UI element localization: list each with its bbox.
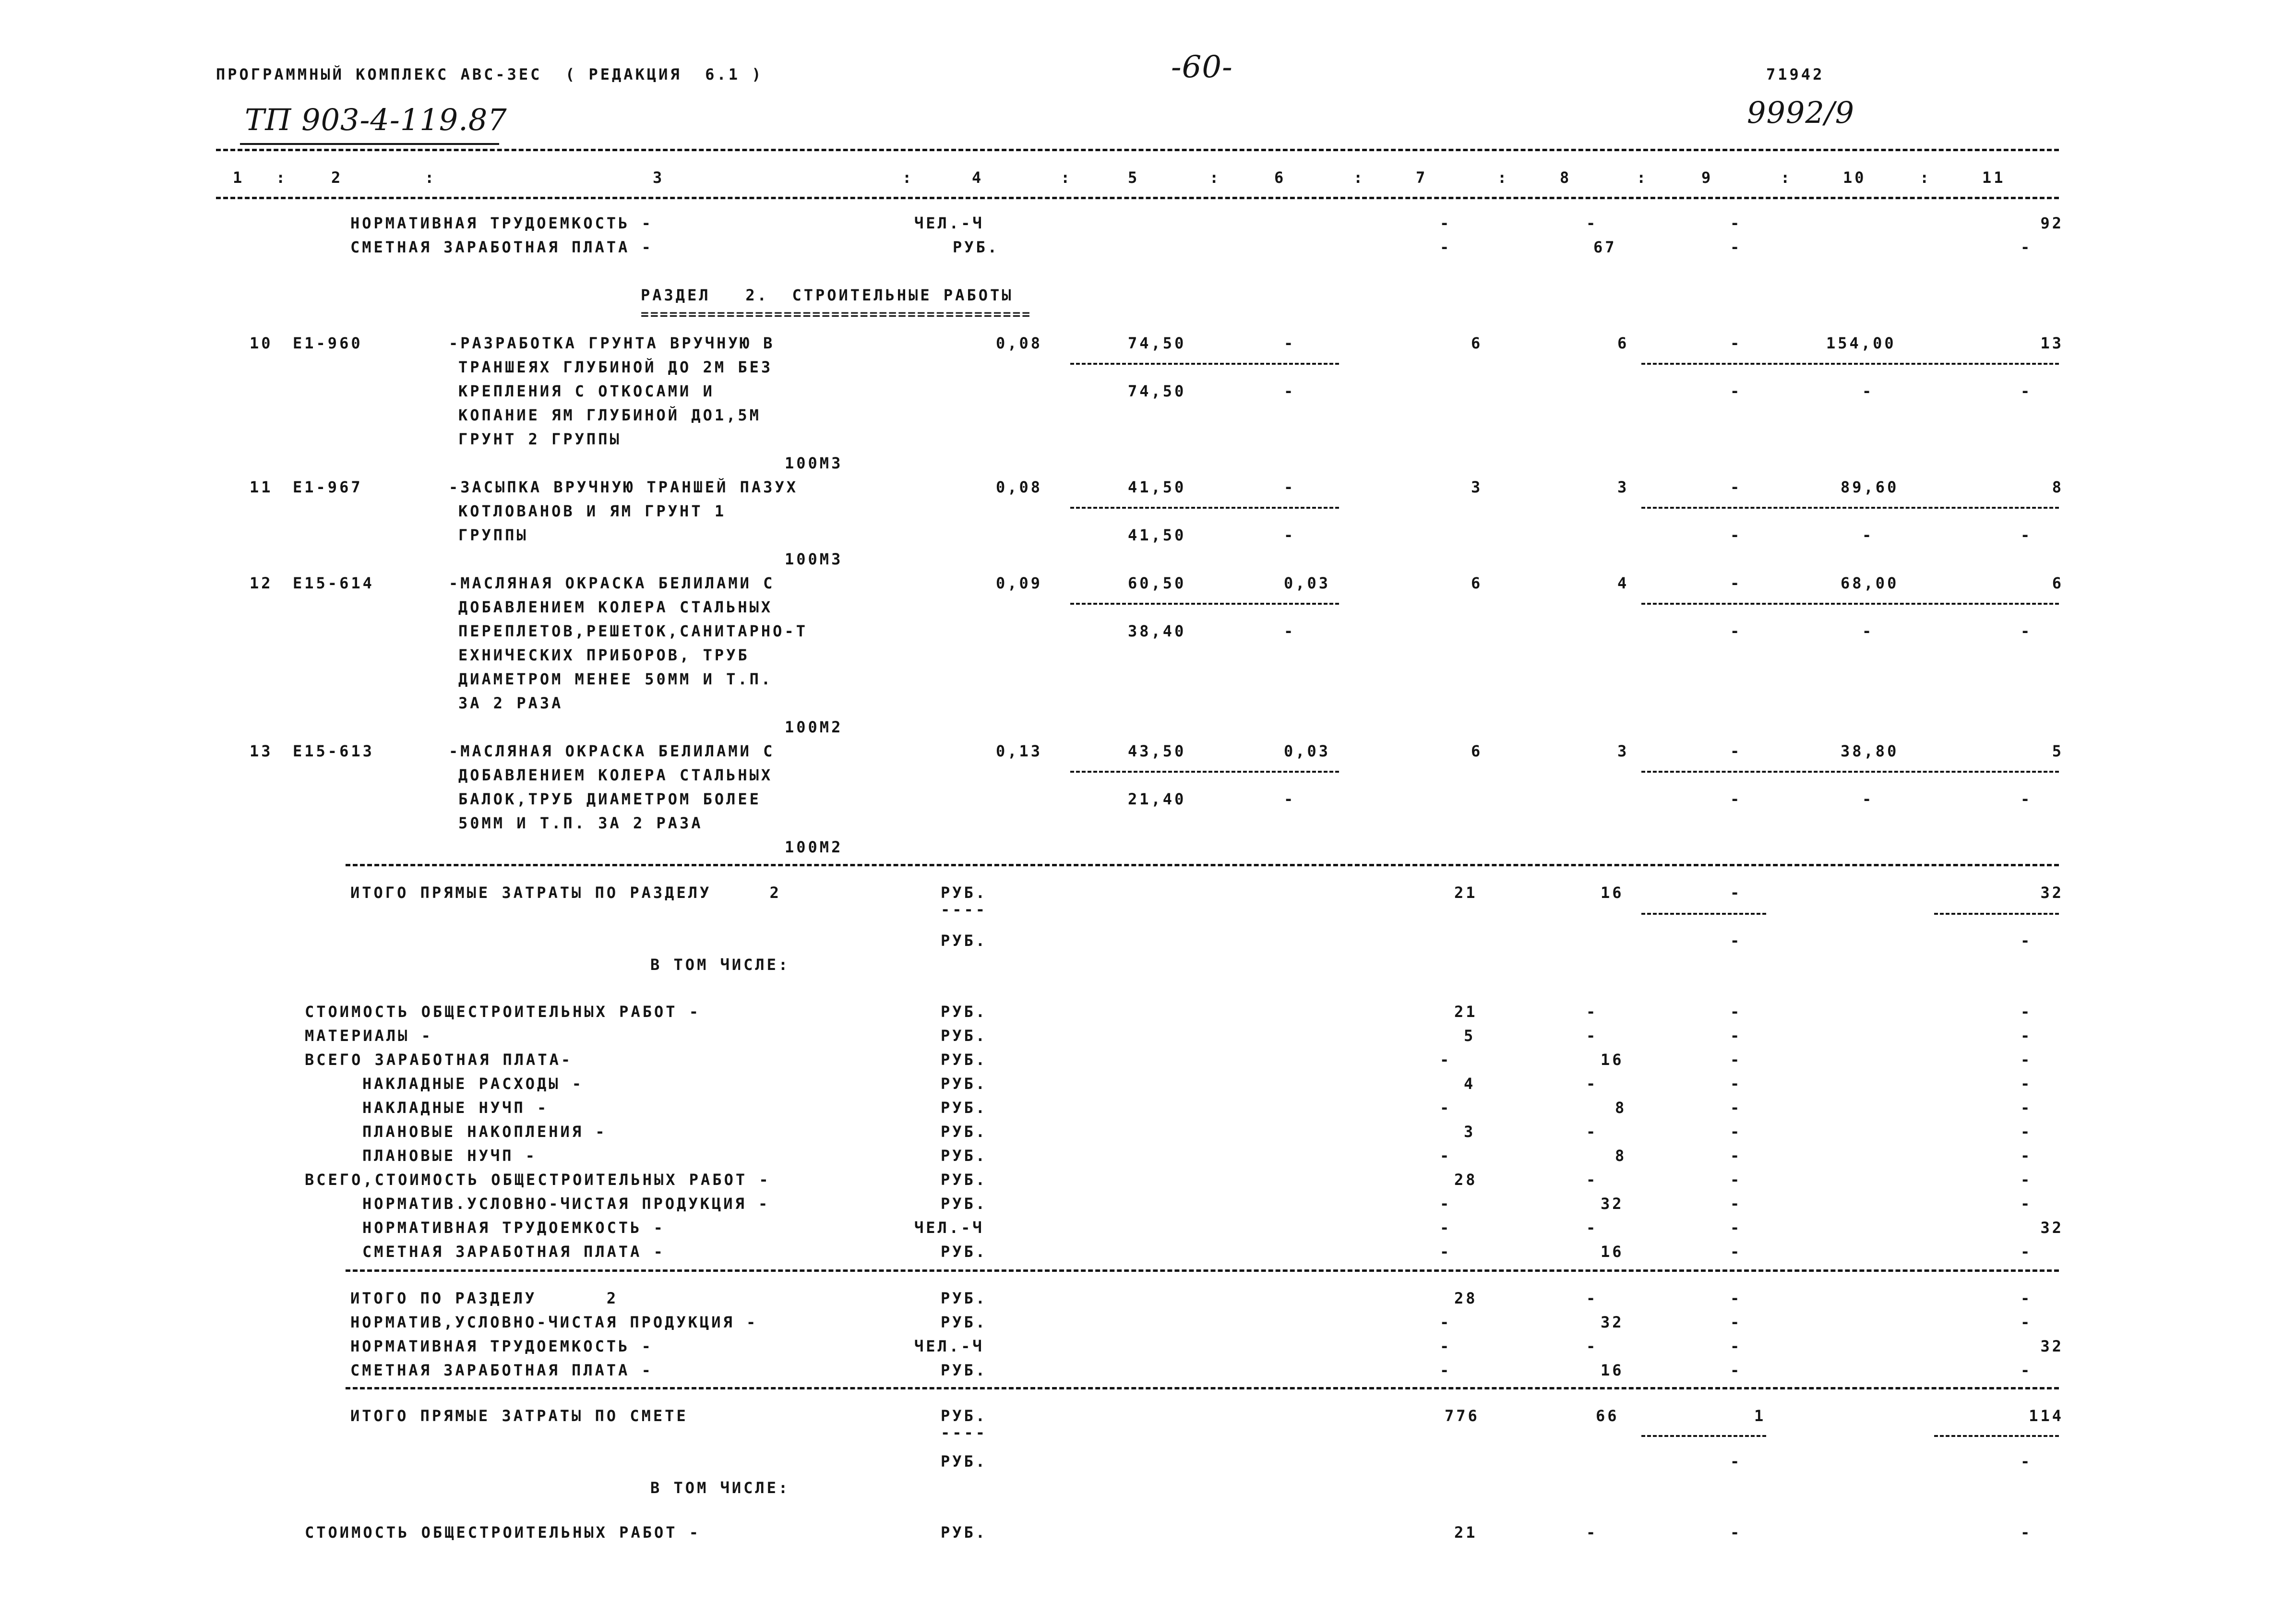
cell-8: 32 xyxy=(1601,1313,1624,1331)
cell-11: 32 xyxy=(2040,1219,2064,1237)
cell-11: - xyxy=(2021,1195,2033,1213)
cell-11: - xyxy=(2021,1075,2033,1093)
cell-11: 8 xyxy=(2052,478,2064,496)
row-unit: ЧЕЛ.-Ч xyxy=(914,214,984,232)
item-number: 13 xyxy=(250,742,273,760)
section-title: РАЗДЕЛ 2. СТРОИТЕЛЬНЫЕ РАБОТЫ xyxy=(641,286,1014,304)
cell-8: 3 xyxy=(1617,478,1629,496)
cell-7: - xyxy=(1440,238,1452,256)
cell-9: - xyxy=(1730,214,1742,232)
cell-9b: - xyxy=(1730,526,1742,544)
cell-7: 21 xyxy=(1454,884,1478,902)
cell-7: - xyxy=(1440,1337,1452,1355)
item-desc-line: -МАСЛЯНАЯ ОКРАСКА БЕЛИЛАМИ С xyxy=(449,742,775,760)
row-unit: РУБ. xyxy=(941,1195,988,1213)
item-desc-line: ДИАМЕТРОМ МЕНЕЕ 50ММ И Т.П. xyxy=(458,670,773,688)
cell-5b: 21,40 xyxy=(1128,790,1186,808)
col-sep: : xyxy=(425,168,437,187)
cell-7: 21 xyxy=(1454,1523,1478,1542)
row-unit: РУБ. xyxy=(941,1407,988,1425)
cell-7: 28 xyxy=(1454,1289,1478,1307)
cell-9: - xyxy=(1730,1075,1742,1093)
cell-9: - xyxy=(1730,884,1742,902)
cell-8: 16 xyxy=(1601,1243,1624,1261)
cell-9: - xyxy=(1730,1147,1742,1165)
cell-5b: 38,40 xyxy=(1128,622,1186,640)
cell-10b: - xyxy=(1862,526,1874,544)
cell-7: - xyxy=(1440,1361,1452,1379)
cell-5a: 41,50 xyxy=(1128,478,1186,496)
cell-7: - xyxy=(1440,1099,1452,1117)
cell-9: - xyxy=(1730,478,1742,496)
item-unit: 100М3 xyxy=(785,550,843,568)
cell-7: 4 xyxy=(1464,1075,1476,1093)
row-label: НАКЛАДНЫЕ НУЧП - xyxy=(362,1099,549,1117)
rule-section-total-end xyxy=(346,1387,2059,1389)
cell-9: - xyxy=(1730,1313,1742,1331)
cell-10b: - xyxy=(1862,622,1874,640)
cell-7: - xyxy=(1440,1051,1452,1069)
item-qty: 0,09 xyxy=(996,574,1043,592)
rule-section-end xyxy=(346,864,2059,866)
cell-7: 6 xyxy=(1471,574,1483,592)
cell-7: 21 xyxy=(1454,1003,1478,1021)
item-desc-line: ТРАНШЕЯХ ГЛУБИНОЙ ДО 2М БЕЗ xyxy=(458,358,773,376)
col-8: 8 xyxy=(1560,168,1572,187)
item-code: Е15-614 xyxy=(293,574,374,592)
item-desc-line: БАЛОК,ТРУБ ДИАМЕТРОМ БОЛЕЕ xyxy=(458,790,761,808)
cell-11: - xyxy=(2021,1289,2033,1307)
item-desc-line: ДОБАВЛЕНИЕМ КОЛЕРА СТАЛЬНЫХ xyxy=(458,598,773,616)
item-unit: 100М2 xyxy=(785,838,843,856)
col-11: 11 xyxy=(1982,168,2006,187)
cell-11b: - xyxy=(2021,526,2033,544)
cell-8: 8 xyxy=(1615,1147,1627,1165)
rule-top xyxy=(216,149,2059,151)
cell-5a: 43,50 xyxy=(1128,742,1186,760)
doc-code: 71942 xyxy=(1766,65,1825,84)
item-code: Е1-967 xyxy=(293,478,363,496)
row-label: СМЕТНАЯ ЗАРАБОТНАЯ ПЛАТА - xyxy=(350,238,653,256)
cell-8: - xyxy=(1586,1289,1598,1307)
row-label: СМЕТНАЯ ЗАРАБОТНАЯ ПЛАТА - xyxy=(362,1243,665,1261)
row-label: ПЛАНОВЫЕ НУЧП - xyxy=(362,1147,537,1165)
cell-9: - xyxy=(1730,1003,1742,1021)
col-sep: : xyxy=(1353,168,1365,187)
col-sep: : xyxy=(1209,168,1221,187)
cell-7: 28 xyxy=(1454,1171,1478,1189)
cell-9b: - xyxy=(1730,932,1742,950)
col-3: 3 xyxy=(653,168,665,187)
cell-7: - xyxy=(1440,1313,1452,1331)
cell-11b: - xyxy=(2021,382,2033,400)
section-title-rule: ========================================= xyxy=(641,306,1032,322)
cell-9: - xyxy=(1730,1337,1742,1355)
item-unit: 100М3 xyxy=(785,454,843,472)
cell-divider xyxy=(1641,1435,1766,1437)
col-9: 9 xyxy=(1701,168,1713,187)
row-unit: РУБ. xyxy=(941,1361,988,1379)
cell-8: - xyxy=(1586,1123,1598,1141)
cell-9b: - xyxy=(1730,622,1742,640)
row-unit: РУБ. xyxy=(941,1075,988,1093)
cell-11: - xyxy=(2021,1147,2033,1165)
cell-6a: - xyxy=(1284,334,1296,352)
cell-10b: - xyxy=(1862,790,1874,808)
cell-9: - xyxy=(1730,1123,1742,1141)
cell-8: 8 xyxy=(1615,1099,1627,1117)
including-heading: В ТОМ ЧИСЛЕ: xyxy=(650,1479,790,1497)
cell-8: - xyxy=(1586,1523,1598,1542)
unit-dash: ---- xyxy=(941,900,988,919)
underline xyxy=(240,143,499,145)
cell-11b: - xyxy=(2021,622,2033,640)
item-desc-line: 50ММ И Т.П. ЗА 2 РАЗА xyxy=(458,814,703,832)
cell-8: - xyxy=(1586,1003,1598,1021)
row-unit-2: РУБ. xyxy=(941,1452,988,1471)
cell-divider xyxy=(1934,913,2059,915)
row-unit: РУБ. xyxy=(941,1003,988,1021)
cell-9: - xyxy=(1730,1219,1742,1237)
cell-11: - xyxy=(2021,1243,2033,1261)
item-qty: 0,08 xyxy=(996,334,1043,352)
cell-11: - xyxy=(2021,1099,2033,1117)
item-desc-line: КРЕПЛЕНИЯ С ОТКОСАМИ И xyxy=(458,382,715,400)
item-desc-line: ГРУНТ 2 ГРУППЫ xyxy=(458,430,622,448)
row-unit-2: РУБ. xyxy=(941,932,988,950)
col-10: 10 xyxy=(1843,168,1866,187)
cell-7: - xyxy=(1440,214,1452,232)
col-5: 5 xyxy=(1128,168,1140,187)
cell-10b: - xyxy=(1862,382,1874,400)
cell-11b: - xyxy=(2021,790,2033,808)
row-unit: РУБ. xyxy=(941,1051,988,1069)
cell-9b: - xyxy=(1730,1452,1742,1471)
cell-divider xyxy=(1641,363,2059,365)
cell-8: 3 xyxy=(1617,742,1629,760)
item-number: 12 xyxy=(250,574,273,592)
cell-8: - xyxy=(1586,1027,1598,1045)
item-desc-line: ЕХНИЧЕСКИХ ПРИБОРОВ, ТРУБ xyxy=(458,646,750,664)
cell-7: 3 xyxy=(1464,1123,1476,1141)
cell-11: - xyxy=(2021,238,2033,256)
cell-8: - xyxy=(1586,1337,1598,1355)
row-unit: РУБ. xyxy=(941,1147,988,1165)
row-label: СМЕТНАЯ ЗАРАБОТНАЯ ПЛАТА - xyxy=(350,1361,653,1379)
row-label: НОРМАТИВ.УСЛОВНО-ЧИСТАЯ ПРОДУКЦИЯ - xyxy=(362,1195,770,1213)
row-unit: ЧЕЛ.-Ч xyxy=(914,1219,984,1237)
cell-7: - xyxy=(1440,1219,1452,1237)
cell-divider xyxy=(1070,771,1339,773)
sheet-number: 9992/9 xyxy=(1747,95,1855,130)
row-label: НОРМАТИВНАЯ ТРУДОЕМКОСТЬ - xyxy=(350,1337,653,1355)
unit-dash: ---- xyxy=(941,1424,988,1442)
cell-9: - xyxy=(1730,1523,1742,1542)
item-code: Е15-613 xyxy=(293,742,374,760)
row-label: НАКЛАДНЫЕ РАСХОДЫ - xyxy=(362,1075,584,1093)
cell-divider xyxy=(1070,603,1339,605)
cell-7: 6 xyxy=(1471,742,1483,760)
row-label: ВСЕГО ЗАРАБОТНАЯ ПЛАТА- xyxy=(305,1051,573,1069)
col-7: 7 xyxy=(1416,168,1428,187)
cell-11: - xyxy=(2021,1523,2033,1542)
row-label: МАТЕРИАЛЫ - xyxy=(305,1027,433,1045)
cell-5a: 60,50 xyxy=(1128,574,1186,592)
cell-7: 5 xyxy=(1464,1027,1476,1045)
cell-6b: - xyxy=(1284,790,1296,808)
row-unit: РУБ. xyxy=(941,1523,988,1542)
row-unit: РУБ. xyxy=(941,1313,988,1331)
cell-11: 32 xyxy=(2040,1337,2064,1355)
cell-11: - xyxy=(2021,1051,2033,1069)
row-label: ИТОГО ПО РАЗДЕЛУ 2 xyxy=(350,1289,619,1307)
cell-6b: - xyxy=(1284,622,1296,640)
cell-7: 776 xyxy=(1445,1407,1480,1425)
cell-8: 16 xyxy=(1601,1361,1624,1379)
cell-7: - xyxy=(1440,1147,1452,1165)
cell-11: 6 xyxy=(2052,574,2064,592)
cell-8: 16 xyxy=(1601,884,1624,902)
cell-10: 38,80 xyxy=(1841,742,1899,760)
item-desc-line: -МАСЛЯНАЯ ОКРАСКА БЕЛИЛАМИ С xyxy=(449,574,775,592)
cell-11b: - xyxy=(2021,1452,2033,1471)
cell-9: - xyxy=(1730,1289,1742,1307)
cell-8: 66 xyxy=(1596,1407,1619,1425)
cell-divider xyxy=(1641,771,2059,773)
row-label: ВСЕГО,СТОИМОСТЬ ОБЩЕСТРОИТЕЛЬНЫХ РАБОТ - xyxy=(305,1171,771,1189)
cell-9b: - xyxy=(1730,790,1742,808)
row-unit: РУБ. xyxy=(941,1289,988,1307)
row-unit: ЧЕЛ.-Ч xyxy=(914,1337,984,1355)
item-code: Е1-960 xyxy=(293,334,363,352)
col-1: 1 xyxy=(233,168,245,187)
cell-8: 16 xyxy=(1601,1051,1624,1069)
cell-11: 92 xyxy=(2040,214,2064,232)
including-heading: В ТОМ ЧИСЛЕ: xyxy=(650,956,790,974)
cell-9: - xyxy=(1730,1171,1742,1189)
cell-8: - xyxy=(1586,1219,1598,1237)
cell-9: - xyxy=(1730,1195,1742,1213)
cell-7: 3 xyxy=(1471,478,1483,496)
cell-divider xyxy=(1641,913,1766,915)
cell-11: 5 xyxy=(2052,742,2064,760)
cell-6a: 0,03 xyxy=(1284,742,1331,760)
cell-11: - xyxy=(2021,1027,2033,1045)
col-sep: : xyxy=(1781,168,1793,187)
row-unit: РУБ. xyxy=(941,1123,988,1141)
cell-11b: - xyxy=(2021,932,2033,950)
cell-9: - xyxy=(1730,742,1742,760)
cell-7: - xyxy=(1440,1243,1452,1261)
item-desc-line: КОПАНИЕ ЯМ ГЛУБИНОЙ ДО1,5М xyxy=(458,406,761,424)
rule-breakdown-end xyxy=(346,1269,2059,1272)
row-unit: РУБ. xyxy=(941,1099,988,1117)
program-title: ПРОГРАММНЫЙ КОМПЛЕКС АВС-ЗЕС ( РЕДАКЦИЯ 6.1 ) xyxy=(216,65,764,84)
cell-9: - xyxy=(1730,1099,1742,1117)
rule-header-bottom xyxy=(216,197,2059,199)
cell-8: 32 xyxy=(1601,1195,1624,1213)
cell-10: 154,00 xyxy=(1826,334,1896,352)
cell-11: - xyxy=(2021,1171,2033,1189)
cell-8: - xyxy=(1586,1075,1598,1093)
item-qty: 0,13 xyxy=(996,742,1043,760)
cell-9: - xyxy=(1730,1243,1742,1261)
cell-11: 32 xyxy=(2040,884,2064,902)
cell-8: - xyxy=(1586,214,1598,232)
item-desc-line: -ЗАСЫПКА ВРУЧНУЮ ТРАНШЕЙ ПАЗУХ xyxy=(449,478,798,496)
cell-11: - xyxy=(2021,1361,2033,1379)
row-label: ПЛАНОВЫЕ НАКОПЛЕНИЯ - xyxy=(362,1123,607,1141)
row-label: НОРМАТИВ,УСЛОВНО-ЧИСТАЯ ПРОДУКЦИЯ - xyxy=(350,1313,758,1331)
row-label: НОРМАТИВНАЯ ТРУДОЕМКОСТЬ - xyxy=(350,214,653,232)
cell-9: - xyxy=(1730,238,1742,256)
cell-8: 4 xyxy=(1617,574,1629,592)
cell-9: - xyxy=(1730,1361,1742,1379)
cell-11: - xyxy=(2021,1313,2033,1331)
col-sep: : xyxy=(902,168,914,187)
cell-divider xyxy=(1641,507,2059,509)
row-unit: РУБ. xyxy=(941,884,988,902)
cell-divider xyxy=(1641,603,2059,605)
cell-8: 6 xyxy=(1617,334,1629,352)
cell-9: - xyxy=(1730,1027,1742,1045)
col-sep: : xyxy=(1061,168,1073,187)
cell-11: 114 xyxy=(2029,1407,2064,1425)
cell-6b: - xyxy=(1284,382,1296,400)
cell-6a: - xyxy=(1284,478,1296,496)
row-unit: РУБ. xyxy=(953,238,1000,256)
cell-11: - xyxy=(2021,1123,2033,1141)
cell-10: 68,00 xyxy=(1841,574,1899,592)
item-qty: 0,08 xyxy=(996,478,1043,496)
item-desc-line: ДОБАВЛЕНИЕМ КОЛЕРА СТАЛЬНЫХ xyxy=(458,766,773,784)
col-sep: : xyxy=(1497,168,1509,187)
item-desc-line: ГРУППЫ xyxy=(458,526,528,544)
item-desc-line: ЗА 2 РАЗА xyxy=(458,694,563,712)
row-unit: РУБ. xyxy=(941,1243,988,1261)
cell-5b: 74,50 xyxy=(1128,382,1186,400)
item-desc-line: КОТЛОВАНОВ И ЯМ ГРУНТ 1 xyxy=(458,502,727,520)
col-sep: : xyxy=(276,168,288,187)
row-label: СТОИМОСТЬ ОБЩЕСТРОИТЕЛЬНЫХ РАБОТ - xyxy=(305,1523,701,1542)
item-number: 11 xyxy=(250,478,273,496)
col-sep: : xyxy=(1920,168,1932,187)
cell-9: 1 xyxy=(1754,1407,1766,1425)
cell-divider xyxy=(1070,507,1339,509)
cell-8: 67 xyxy=(1593,238,1617,256)
cell-9: - xyxy=(1730,1051,1742,1069)
cell-9: - xyxy=(1730,334,1742,352)
row-label: НОРМАТИВНАЯ ТРУДОЕМКОСТЬ - xyxy=(362,1219,665,1237)
cell-8: - xyxy=(1586,1171,1598,1189)
col-2: 2 xyxy=(331,168,343,187)
col-4: 4 xyxy=(972,168,984,187)
project-id: ТП 903-4-119.87 xyxy=(245,102,507,137)
cell-6a: 0,03 xyxy=(1284,574,1331,592)
cell-divider xyxy=(1070,363,1339,365)
row-label: ИТОГО ПРЯМЫЕ ЗАТРАТЫ ПО СМЕТЕ xyxy=(350,1407,688,1425)
cell-11: - xyxy=(2021,1003,2033,1021)
cell-5b: 41,50 xyxy=(1128,526,1186,544)
cell-7: - xyxy=(1440,1195,1452,1213)
row-unit: РУБ. xyxy=(941,1027,988,1045)
col-6: 6 xyxy=(1274,168,1286,187)
cell-7: 6 xyxy=(1471,334,1483,352)
cell-divider xyxy=(1934,1435,2059,1437)
cell-6b: - xyxy=(1284,526,1296,544)
row-unit: РУБ. xyxy=(941,1171,988,1189)
cell-11: 13 xyxy=(2040,334,2064,352)
item-desc-line: -РАЗРАБОТКА ГРУНТА ВРУЧНУЮ В xyxy=(449,334,775,352)
page-number: -60- xyxy=(1171,49,1233,85)
col-sep: : xyxy=(1637,168,1649,187)
row-label: ИТОГО ПРЯМЫЕ ЗАТРАТЫ ПО РАЗДЕЛУ 2 xyxy=(350,884,781,902)
cell-10: 89,60 xyxy=(1841,478,1899,496)
item-number: 10 xyxy=(250,334,273,352)
cell-9: - xyxy=(1730,574,1742,592)
cell-9b: - xyxy=(1730,382,1742,400)
item-unit: 100М2 xyxy=(785,718,843,736)
item-desc-line: ПЕРЕПЛЕТОВ,РЕШЕТОК,САНИТАРНО-Т xyxy=(458,622,808,640)
row-label: СТОИМОСТЬ ОБЩЕСТРОИТЕЛЬНЫХ РАБОТ - xyxy=(305,1003,701,1021)
cell-5a: 74,50 xyxy=(1128,334,1186,352)
